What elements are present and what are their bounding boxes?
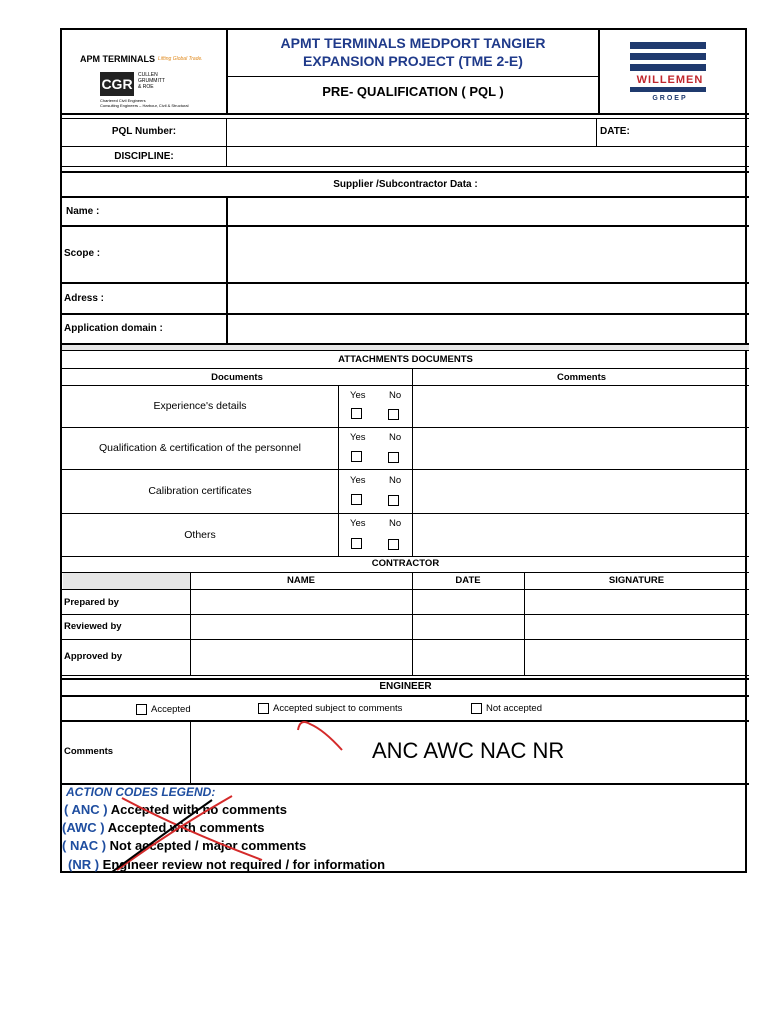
- prepared-by-label: Prepared by: [64, 597, 119, 608]
- address-field[interactable]: [229, 284, 747, 312]
- date-field[interactable]: [640, 119, 746, 145]
- comments-column-header: Comments: [556, 372, 607, 383]
- attachments-section-title: ATTACHMENTS DOCUMENTS: [338, 354, 473, 365]
- legend-title: ACTION CODES LEGEND:: [66, 785, 216, 799]
- legend-item-awc: (AWC ) Accepted with comments: [62, 820, 265, 835]
- pql-form: [60, 28, 747, 873]
- attachment-label-qualification: Qualification & certification of the personnel: [99, 442, 301, 454]
- no-label: No: [389, 518, 402, 529]
- contractor-section-title: CONTRACTOR: [371, 558, 440, 569]
- yes-label: Yes: [350, 518, 366, 529]
- legend-item-nr: (NR ) Engineer review not required / for information: [68, 857, 386, 872]
- others-comments-field[interactable]: [414, 515, 747, 555]
- no-label: No: [389, 432, 402, 443]
- not-accepted-checkbox[interactable]: [471, 703, 482, 714]
- comments-label: Comments: [64, 746, 114, 757]
- willemen-logo: WILLEMEN GROEP: [600, 32, 745, 112]
- pql-number-field[interactable]: [227, 119, 595, 145]
- legend-item-anc: ( ANC ) Accepted with no comments: [64, 802, 287, 817]
- accepted-subject-to-comments-checkbox[interactable]: [258, 703, 269, 714]
- calibration-yes-checkbox[interactable]: [351, 494, 362, 505]
- qualification-yes-checkbox[interactable]: [351, 451, 362, 462]
- form-subtitle: PRE- QUALIFICATION ( PQL ): [322, 84, 504, 99]
- scope-label: Scope :: [64, 248, 101, 259]
- attachment-label-calibration: Calibration certificates: [148, 485, 252, 497]
- application-domain-label: Application domain :: [64, 323, 163, 334]
- yes-label: Yes: [350, 432, 366, 443]
- no-label: No: [389, 390, 402, 401]
- experience-no-checkbox[interactable]: [388, 409, 399, 420]
- accepted-label: Accepted: [151, 704, 191, 715]
- not-accepted-label: Not accepted: [486, 703, 542, 714]
- apm-terminals-logo: APM TERMINALS Lifting Global Trade. CGR CULLEN GRUMMITT & ROE Chartered Civil Engineers Consulting Engineers – Harbour, Civil & Structural: [80, 54, 203, 108]
- scope-field[interactable]: [229, 227, 747, 281]
- contractor-signature-header: SIGNATURE: [608, 575, 665, 586]
- address-label: Adress :: [64, 293, 105, 304]
- handwritten-codes: ANC AWC NAC NR: [372, 738, 565, 763]
- contractor-name-header: NAME: [287, 575, 315, 586]
- name-label: Name :: [66, 206, 100, 217]
- yes-label: Yes: [350, 475, 366, 486]
- prepared-by-name-field[interactable]: [192, 591, 411, 613]
- calibration-comments-field[interactable]: [414, 471, 747, 512]
- cgr-logo-mark: CGR: [100, 72, 134, 96]
- project-title: APMT TERMINALS MEDPORT TANGIER EXPANSION PROJECT (TME 2-E): [280, 35, 546, 69]
- attachment-label-others: Others: [184, 529, 216, 541]
- others-no-checkbox[interactable]: [388, 539, 399, 550]
- others-yes-checkbox[interactable]: [351, 538, 362, 549]
- accepted-checkbox[interactable]: [136, 704, 147, 715]
- yes-label: Yes: [350, 390, 366, 401]
- date-label: DATE:: [600, 126, 630, 137]
- calibration-no-checkbox[interactable]: [388, 495, 399, 506]
- no-label: No: [389, 475, 402, 486]
- reviewed-by-label: Reviewed by: [64, 621, 122, 632]
- supplier-name-field[interactable]: [229, 198, 747, 224]
- qualification-comments-field[interactable]: [414, 429, 747, 468]
- discipline-label: DISCIPLINE:: [114, 151, 174, 162]
- approved-by-label: Approved by: [64, 651, 123, 662]
- reviewed-by-name-field[interactable]: [192, 616, 411, 638]
- accepted-subject-to-comments-label: Accepted subject to comments: [273, 703, 403, 714]
- documents-column-header: Documents: [211, 372, 263, 383]
- discipline-field[interactable]: [227, 147, 747, 165]
- approved-by-name-field[interactable]: [192, 641, 411, 674]
- application-domain-field[interactable]: [229, 315, 747, 342]
- attachment-label-experience: Experience's details: [153, 400, 247, 412]
- experience-comments-field[interactable]: [414, 387, 747, 426]
- engineer-section-title: ENGINEER: [379, 681, 432, 692]
- supplier-section-title: Supplier /Subcontractor Data :: [333, 179, 478, 190]
- legend-item-nac: ( NAC ) Not accepted / major comments: [62, 838, 307, 853]
- qualification-no-checkbox[interactable]: [388, 452, 399, 463]
- experience-yes-checkbox[interactable]: [351, 408, 362, 419]
- contractor-date-header: DATE: [455, 575, 481, 586]
- pql-number-label: PQL Number:: [111, 126, 177, 137]
